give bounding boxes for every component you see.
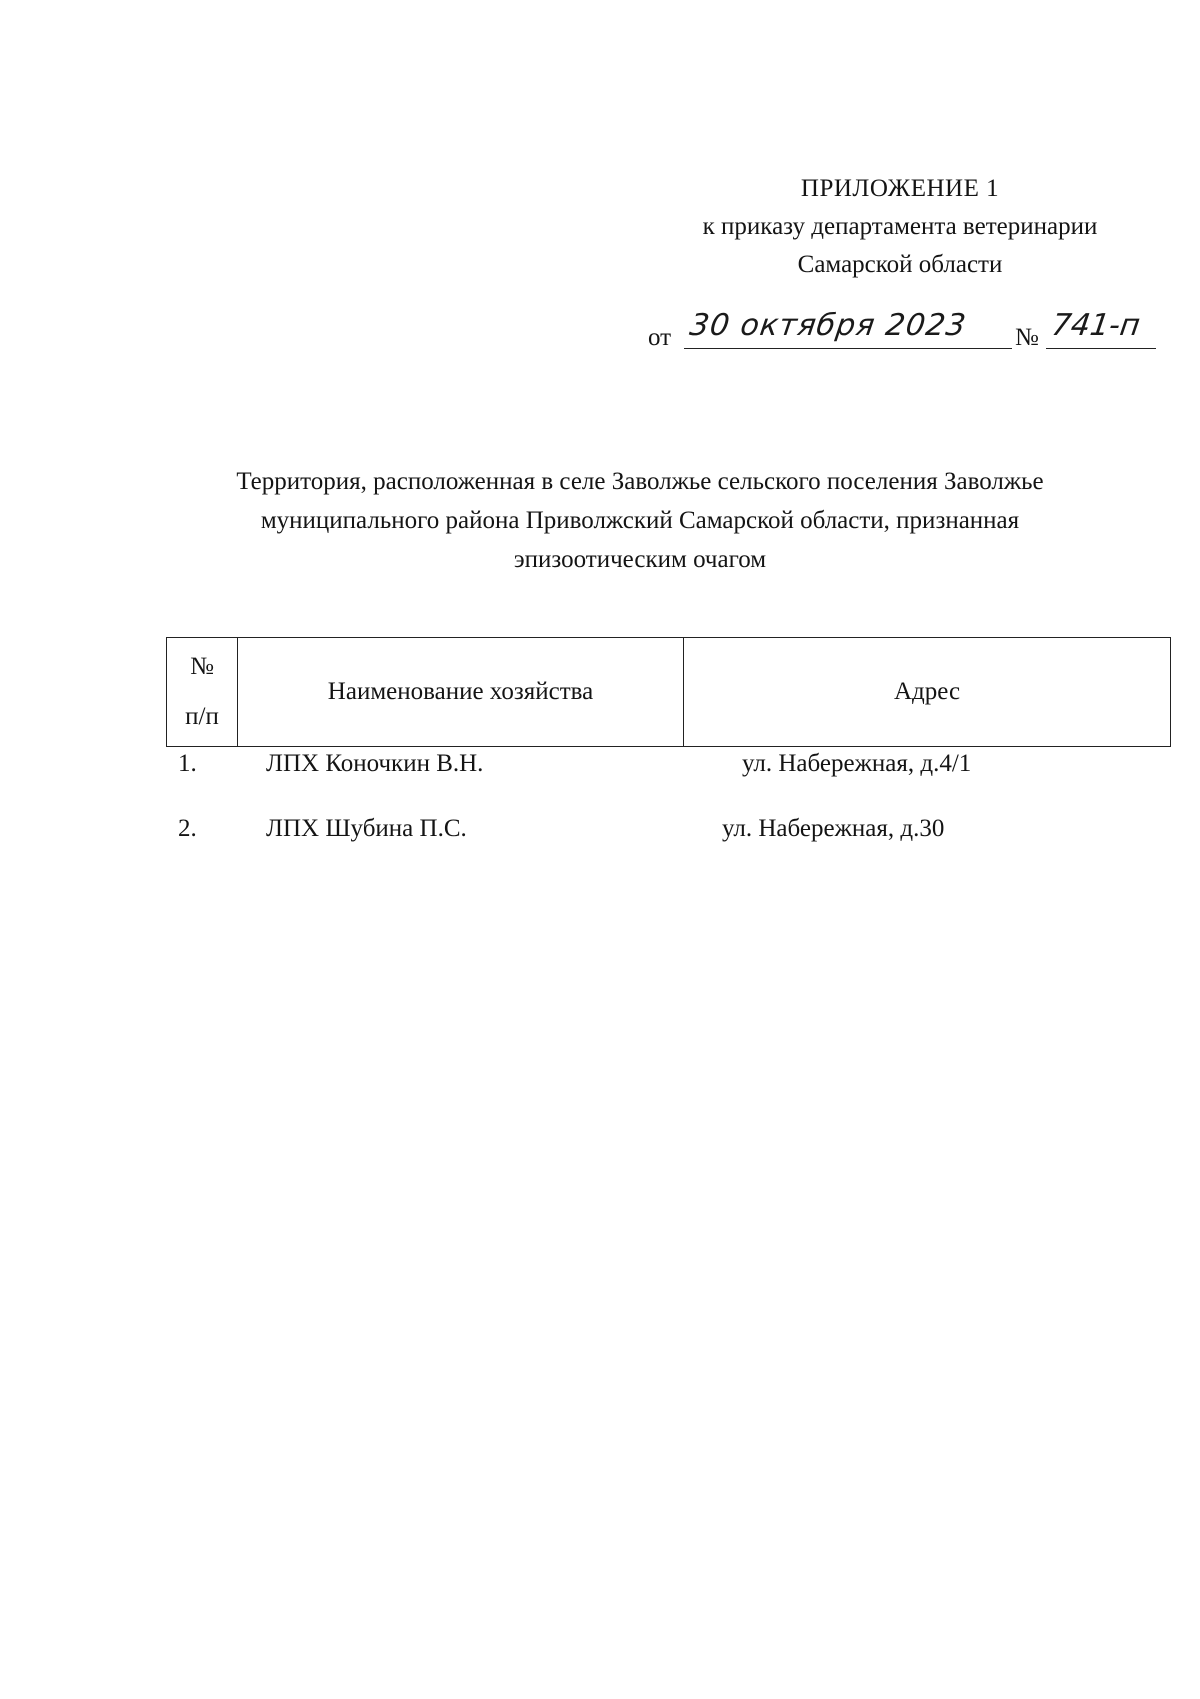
order-number-sign: №: [1015, 324, 1039, 351]
column-header-number: [167, 638, 238, 747]
appendix-block: [620, 170, 1180, 284]
order-date-field: [684, 308, 1012, 349]
farm-address: ул. Набережная, д.30: [722, 815, 945, 842]
appendix-subtitle-line-2: Самарской области: [797, 251, 1003, 278]
farm-name: ЛПХ Шубина П.С.: [266, 815, 467, 842]
column-header-address: Адрес: [684, 638, 1171, 747]
order-number-handwritten: 741-п: [1049, 308, 1143, 343]
farm-address: ул. Набережная, д.4/1: [742, 750, 972, 777]
row-number: 1.: [178, 750, 197, 777]
appendix-title: ПРИЛОЖЕНИЕ 1: [800, 175, 1000, 202]
document-heading: [140, 462, 1140, 579]
heading-line-3: эпизоотическим очагом: [513, 546, 767, 573]
farm-name: ЛПХ Коночкин В.Н.: [266, 750, 484, 777]
order-date-prefix: от: [648, 324, 672, 351]
order-number-field: [1046, 308, 1156, 349]
column-header-number-sign: №: [190, 653, 214, 680]
order-date-handwritten: 30 октября 2023: [687, 308, 969, 343]
column-header-farm-name: Наименование хозяйства: [238, 638, 684, 747]
heading-line-1: Территория, расположенная в селе Заволжье сельского поселения Заволжье: [236, 468, 1044, 495]
appendix-subtitle-line-1: к приказу департамента ветеринарии: [702, 213, 1098, 240]
table-header-row: [167, 638, 1171, 747]
column-header-number-abbr: п/п: [185, 703, 219, 730]
order-reference: [648, 302, 1188, 362]
row-number: 2.: [178, 815, 197, 842]
farms-table: [166, 637, 1171, 747]
heading-line-2: муниципального района Приволжский Самарской области, признанная: [260, 507, 1020, 534]
